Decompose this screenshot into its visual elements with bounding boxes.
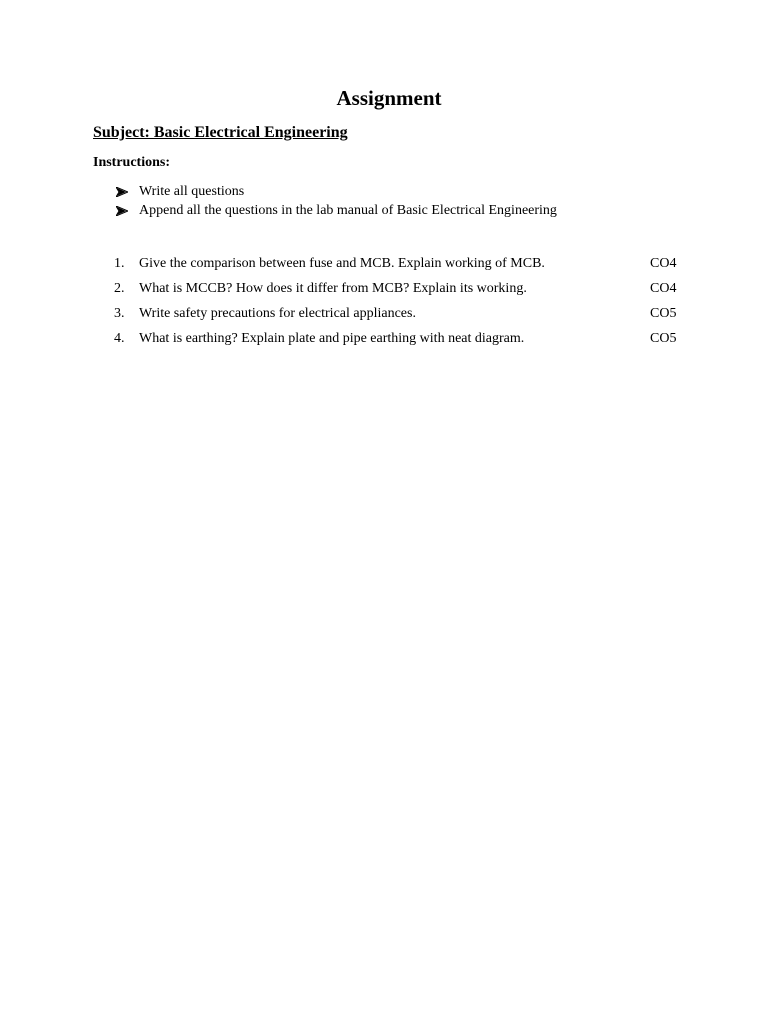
course-outcome-label: CO5: [650, 306, 677, 321]
question-item: [114, 329, 684, 354]
instruction-item: [116, 201, 557, 220]
course-outcome-label: CO4: [650, 281, 677, 296]
instructions-list: [116, 182, 557, 220]
page-title: Assignment: [336, 86, 442, 110]
question-text: What is earthing? Explain plate and pipe earthing with neat diagram.: [139, 331, 525, 346]
question-item: [114, 279, 684, 304]
question-item: [114, 304, 684, 329]
course-outcome-label: CO4: [650, 256, 677, 271]
instruction-text: Write all questions: [139, 184, 245, 199]
question-item: [114, 254, 684, 279]
question-number: 3.: [114, 306, 125, 321]
instruction-item: [116, 182, 557, 201]
question-text: Write safety precautions for electrical appliances.: [139, 306, 416, 321]
question-number: 4.: [114, 331, 125, 346]
question-number: 1.: [114, 256, 125, 271]
subject-heading: Subject: Basic Electrical Engineering: [93, 124, 348, 141]
course-outcome-label: CO5: [650, 331, 677, 346]
question-text: What is MCCB? How does it differ from MCB? Explain its working.: [139, 281, 527, 296]
instructions-heading: Instructions:: [93, 155, 171, 170]
question-text: Give the comparison between fuse and MCB. Explain working of MCB.: [139, 256, 545, 271]
instruction-text: Append all the questions in the lab manual of Basic Electrical Engineering: [139, 203, 557, 218]
question-number: 2.: [114, 281, 125, 296]
questions-list: [114, 254, 684, 354]
